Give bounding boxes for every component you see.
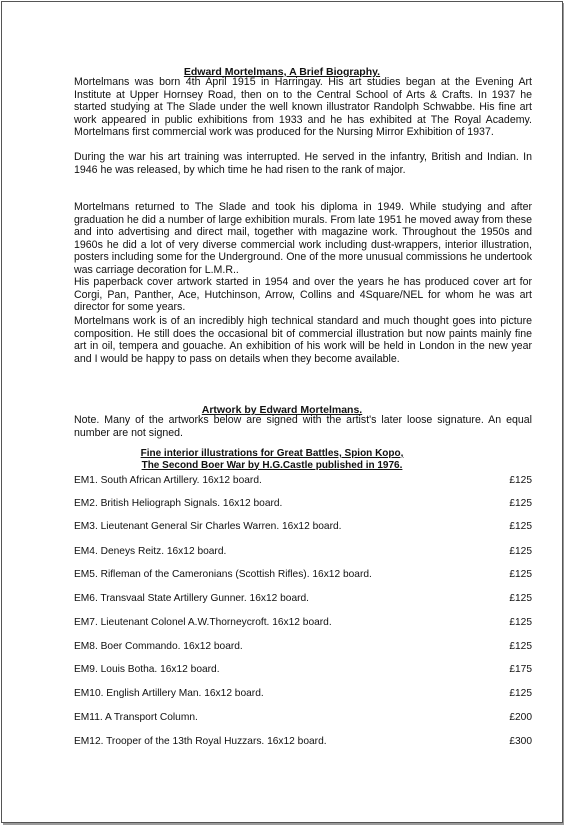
item-price: £125 <box>509 617 532 628</box>
section-title-line-1: Fine interior illustrations for Great Battles, Spion Kopo, <box>140 448 404 459</box>
item-price: £300 <box>509 736 532 747</box>
artwork-item-em3 <box>74 521 532 535</box>
item-description: EM11. A Transport Column. <box>74 712 198 723</box>
item-price: £125 <box>509 569 532 580</box>
artwork-item-em1 <box>74 475 532 489</box>
item-price: £125 <box>509 688 532 699</box>
item-description: EM10. English Artillery Man. 16x12 board. <box>74 688 264 699</box>
item-description: EM5. Rifleman of the Cameronians (Scottish Rifles). 16x12 board. <box>74 569 372 580</box>
artwork-item-em9 <box>74 664 532 678</box>
biography-paragraph-2: During the war his art training was interrupted. He served in the infantry, British and Indian. In 1946 he was released, by which time he had risen to the rank of major. <box>74 151 532 176</box>
item-description: EM12. Trooper of the 13th Royal Huzzars. 16x12 board. <box>74 736 327 747</box>
artwork-item-em2 <box>74 498 532 512</box>
biography-paragraph-3: Mortelmans returned to The Slade and took his diploma in 1949. While studying and after graduation he did a number of large exhibition murals. From late 1951 he moved away from these and into advertising and direct mail, together with magazine work. Throughout the 1950s and 1960s he did a lot of very diverse commercial work including dust-wrappers, interior illustration, posters including some for the Underground. One of the more unusual commissions he undertook was carriage decoration for L.M.R.. <box>74 201 532 276</box>
item-price: £125 <box>509 593 532 604</box>
section-title <box>2 448 542 471</box>
item-price: £125 <box>509 498 532 509</box>
item-description: EM9. Louis Botha. 16x12 board. <box>74 664 220 675</box>
item-price: £125 <box>509 546 532 557</box>
artwork-item-em10 <box>74 688 532 702</box>
item-price: £200 <box>509 712 532 723</box>
item-description: EM2. British Heliograph Signals. 16x12 board. <box>74 498 283 509</box>
biography-paragraph-4: His paperback cover artwork started in 1954 and over the years he has produced cover art for Corgi, Pan, Panther, Ace, Hutchinson, Arrow, Collins and 4Square/NEL for whom he was art director for some years. <box>74 276 532 314</box>
artwork-item-em8 <box>74 641 532 655</box>
artwork-note: Note. Many of the artworks below are signed with the artist's later loose signature. An equal number are not signed. <box>74 414 532 439</box>
artwork-item-em6 <box>74 593 532 607</box>
artwork-item-em4 <box>74 546 532 560</box>
item-price: £125 <box>509 641 532 652</box>
item-description: EM3. Lieutenant General Sir Charles Warren. 16x12 board. <box>74 521 342 532</box>
section-title-line-2: The Second Boer War by H.G.Castle published in 1976. <box>141 459 403 471</box>
biography-paragraph-5: Mortelmans work is of an incredibly high technical standard and much thought goes into picture composition. He still does the occasional bit of commercial illustration but now paints mainly fine art in oil, tempera and gouache. An exhibition of his work will be held in London in the new year and I would be happy to pass on details when they become available. <box>74 315 532 365</box>
item-price: £125 <box>509 521 532 532</box>
biography-paragraph-1: Mortelmans was born 4th April 1915 in Harringay. His art studies began at the Evening Art Institute at Upper Hornsey Road, then on to the Central School of Arts & Crafts. In 1937 he started studying at The Slade under the well known illustrator Randolph Schwabbe. His fine art work appeared in public exhibitions from 1933 and he has exhibited at The Royal Academy. Mortelmans first commercial work was produced for the Nursing Mirror Exhibition of 1937. <box>74 76 532 139</box>
artwork-item-em11 <box>74 712 532 726</box>
item-price: £125 <box>509 475 532 486</box>
item-description: EM6. Transvaal State Artillery Gunner. 16x12 board. <box>74 593 310 604</box>
artwork-title: Artwork by Edward Mortelmans. <box>201 404 363 416</box>
item-price: £175 <box>509 664 532 675</box>
item-description: EM1. South African Artillery. 16x12 board. <box>74 475 262 486</box>
biography-title: Edward Mortelmans, A Brief Biography. <box>183 66 381 78</box>
item-description: EM7. Lieutenant Colonel A.W.Thorneycroft. 16x12 board. <box>74 617 332 628</box>
artwork-item-em7 <box>74 617 532 631</box>
artwork-item-em5 <box>74 569 532 583</box>
item-description: EM8. Boer Commando. 16x12 board. <box>74 641 243 652</box>
document-page <box>1 1 563 823</box>
item-description: EM4. Deneys Reitz. 16x12 board. <box>74 546 227 557</box>
artwork-item-em12 <box>74 736 532 750</box>
